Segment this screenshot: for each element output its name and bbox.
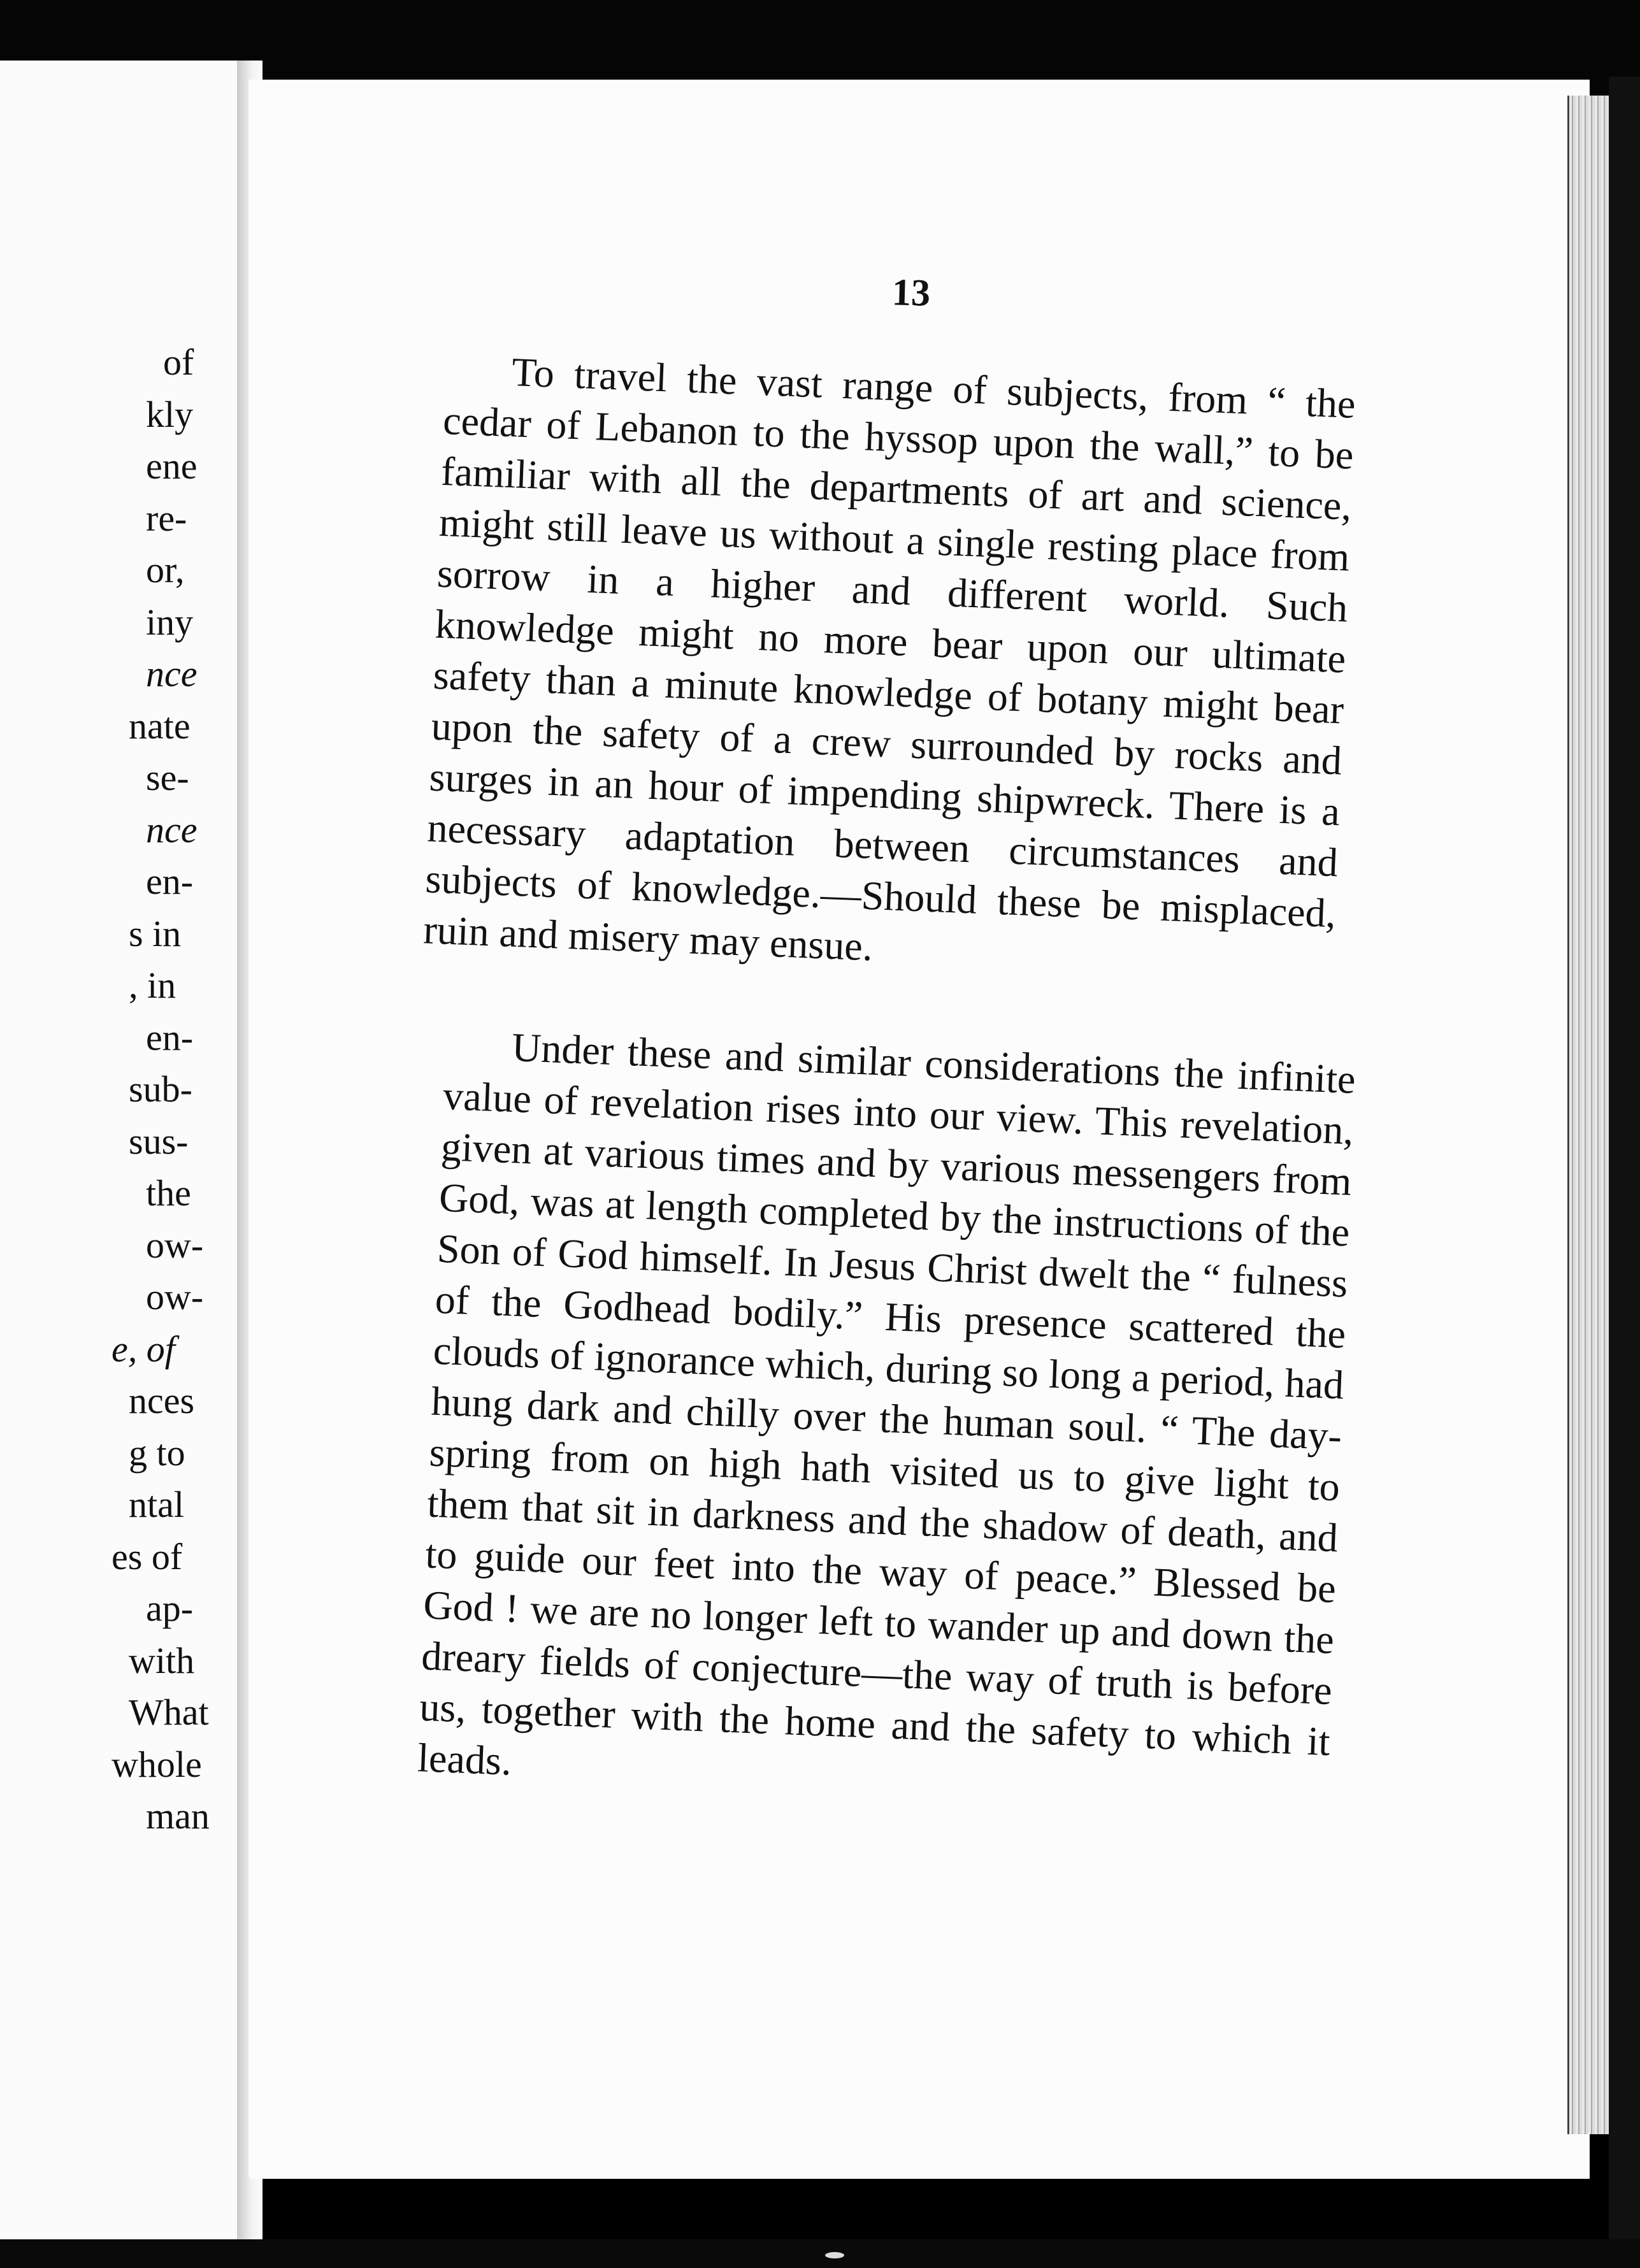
- left-page-line: es of: [111, 1535, 183, 1577]
- left-page-line: ene: [146, 445, 198, 487]
- left-page-line: nce: [146, 808, 198, 850]
- paragraph-2: [417, 1019, 1356, 1818]
- scan-bottom: [0, 2239, 1640, 2268]
- left-page-text: [0, 61, 245, 2239]
- left-page-line: en-: [146, 861, 194, 902]
- left-page-line: ow-: [146, 1276, 204, 1317]
- scan-speck: [825, 2252, 844, 2258]
- paragraph-text: Under these and similar considerations the infinite value of revelation rises into our view. This revelation, given at various times and by various messengers from God, was at length completed by the instructions of the Son of God himself. In Jesus Christ dwelt the “ fulness of the Godhead bodily.” His presence scattered the clouds of ignorance which, during so long a period, had hung dark and chilly over the human soul. “ The day-spring from on high hath visited us to give light to them that sit in darkness and the shadow of death, and to guide our feet into the way of peace.” Blessed be God ! we are no longer left to wander up and down the dreary fields of conjecture—the way of truth is before us, together with the home and the safety to which it leads.: [417, 1024, 1356, 1784]
- page-edges: [1567, 96, 1614, 2134]
- left-page-line: g to: [129, 1432, 185, 1474]
- left-page-line: ow-: [146, 1224, 204, 1266]
- left-page-line: sub-: [129, 1068, 192, 1110]
- left-page-line: , in: [129, 965, 176, 1006]
- paragraph-1: [422, 344, 1356, 990]
- left-page-line: What: [129, 1691, 209, 1733]
- left-page-line: the: [146, 1172, 191, 1214]
- left-page-line: se-: [146, 757, 189, 798]
- paragraph-text: To travel the vast range of subjects, from “ the cedar of Lebanon to the hyssop upon the wall,” to be familiar with all the departments of art and science, might still leave us without a single resting place from sorrow in a higher and different world. Such knowledge might no more bear upon our ultimate safety than a minute knowledge of botany might bear upon the safety of a crew surrounded by rocks and surges in an hour of impending shipwreck. There is a necessary adaptation between circumstances and subjects of knowledge.—Should these be misplaced, ruin and misery may ensue.: [422, 349, 1356, 970]
- left-page-line: en-: [146, 1016, 194, 1058]
- scan-edge: [1609, 76, 1640, 2268]
- left-page-line: re-: [146, 497, 187, 539]
- left-page-line: of: [163, 341, 194, 383]
- left-page-line: or,: [146, 549, 185, 591]
- left-page-line: e, of: [111, 1328, 175, 1370]
- left-page-line: nces: [129, 1380, 195, 1421]
- left-page-line: ntal: [129, 1484, 184, 1525]
- left-page-line: whole: [111, 1743, 202, 1785]
- left-page-line: with: [129, 1639, 195, 1681]
- left-page-line: ap-: [146, 1588, 194, 1629]
- left-page-line: nce: [146, 653, 198, 694]
- left-page-line: sus-: [129, 1120, 189, 1162]
- page-number: 13: [891, 271, 931, 314]
- left-page: [0, 61, 248, 2239]
- left-page-line: man: [146, 1795, 210, 1837]
- left-page-line: iny: [146, 601, 194, 643]
- left-page-line: s in: [129, 912, 182, 954]
- left-page-line: nate: [129, 705, 191, 747]
- left-page-line: kly: [146, 393, 194, 435]
